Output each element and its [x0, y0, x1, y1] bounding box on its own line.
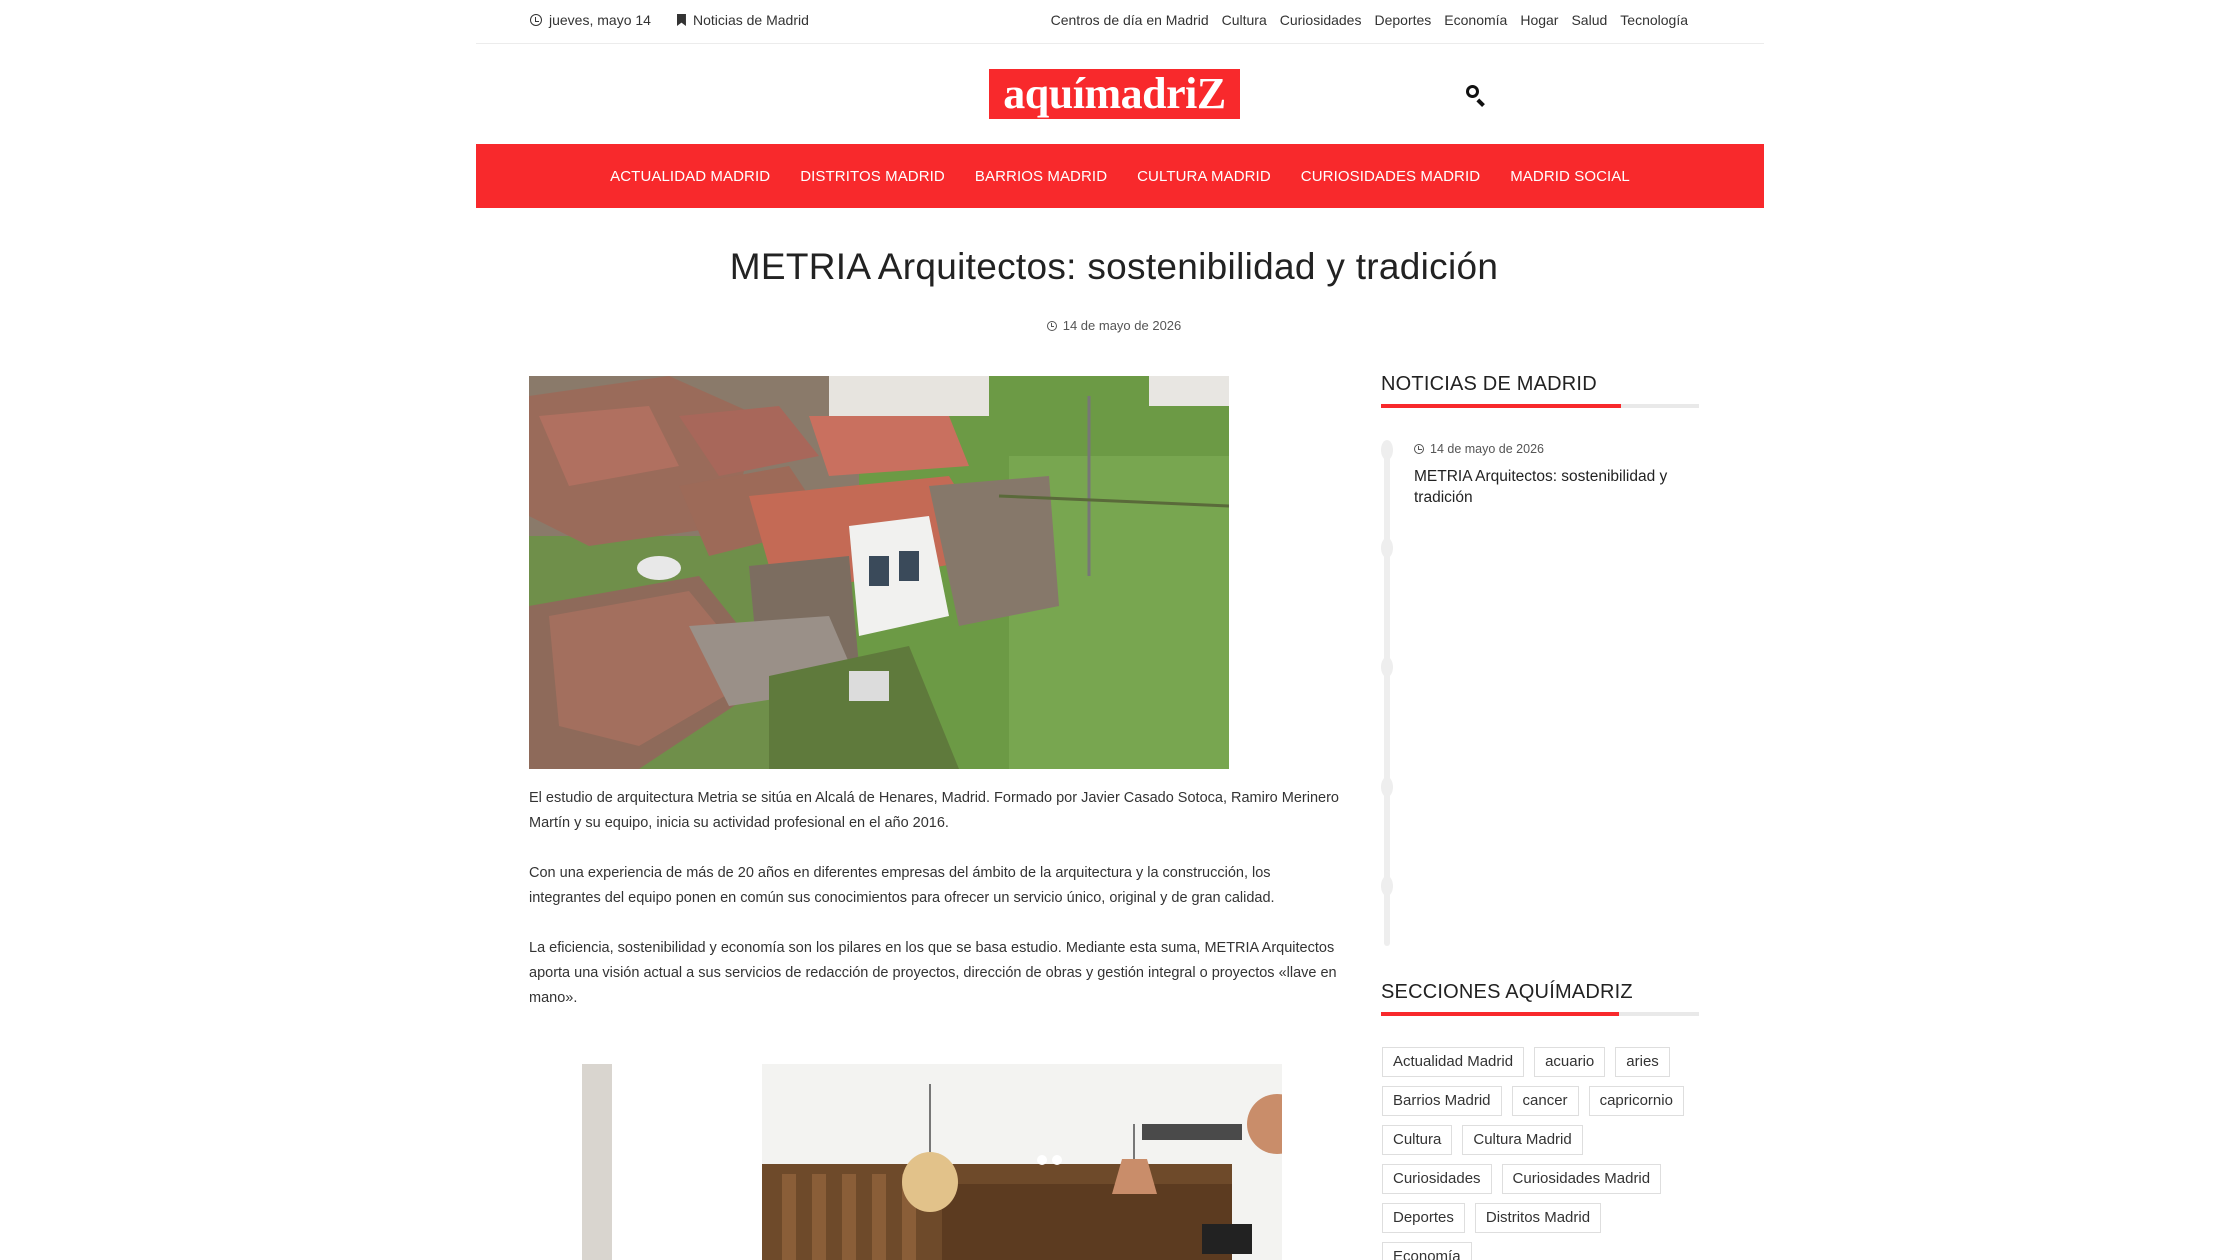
timeline-dot: [1381, 876, 1393, 896]
timeline-news-item[interactable]: [1414, 442, 1694, 508]
tag-capricornio[interactable]: capricornio: [1589, 1086, 1684, 1116]
tag-aries[interactable]: aries: [1615, 1047, 1670, 1077]
nav-actualidad-madrid[interactable]: ACTUALIDAD MADRID: [610, 167, 771, 185]
sidebar-sections-heading: SECCIONES AQUÍMADRIZ: [1381, 981, 1633, 1003]
timeline-dot: [1381, 440, 1393, 460]
tag-cultura[interactable]: Cultura: [1382, 1125, 1452, 1155]
search-icon: [1466, 85, 1479, 98]
nav-distritos-madrid[interactable]: DISTRITOS MADRID: [800, 167, 945, 185]
heading-accent: [1381, 1012, 1619, 1016]
current-date: [530, 12, 651, 28]
article-date: [0, 318, 2228, 333]
timeline-dot: [1381, 777, 1393, 797]
news-item-date: [1414, 442, 1694, 456]
site-logo[interactable]: aquímadriZ: [989, 69, 1240, 119]
tag-acuario[interactable]: acuario: [1534, 1047, 1605, 1077]
article-paragraph: La eficiencia, sostenibilidad y economía son los pilares en los que se basa estudio. Mediante esta suma, METRIA Arquitectos aporta una visión actual a sus servicios de redacción de proyectos, dirección de obras y gestión integral o proyectos «llave en mano».: [529, 940, 1337, 1006]
top-link-tecnologia[interactable]: Tecnología: [1620, 12, 1688, 28]
clock-icon: [1414, 444, 1424, 454]
top-link-economia[interactable]: Economía: [1444, 12, 1508, 28]
timeline-track: [1384, 446, 1390, 946]
timeline-dot: [1381, 538, 1393, 558]
tag-economia[interactable]: Economía: [1382, 1242, 1472, 1260]
top-link-deportes[interactable]: Deportes: [1374, 12, 1432, 28]
article-title: METRIA Arquitectos: sostenibilidad y tradición: [729, 246, 1499, 287]
tag-curiosidades[interactable]: Curiosidades: [1382, 1164, 1492, 1194]
site-label[interactable]: [677, 12, 809, 28]
clock-icon: [1047, 321, 1057, 331]
bookmark-icon: [677, 14, 686, 26]
tag-actualidad-madrid[interactable]: Actualidad Madrid: [1382, 1047, 1524, 1077]
article-paragraph: Con una experiencia de más de 20 años en diferentes empresas del ámbito de la arquitectura y la construcción, los integrantes del equipo ponen en común sus conocimientos para ofrecer un servicio único, original y de gran calidad.: [529, 865, 1275, 906]
sidebar-news-heading: NOTICIAS DE MADRID: [1381, 373, 1597, 395]
top-bar: [476, 0, 1764, 44]
news-timeline: [1381, 436, 1699, 944]
clock-icon: [530, 14, 542, 26]
news-item-title[interactable]: METRIA Arquitectos: sostenibilidad y tradición: [1414, 468, 1668, 506]
aerial-village-illustration: [529, 376, 1229, 769]
article-date-text: 14 de mayo de 2026: [1062, 318, 1182, 333]
top-bar-left: [530, 0, 809, 40]
article-interior-image: [582, 1064, 1282, 1260]
top-link-salud[interactable]: Salud: [1571, 12, 1608, 28]
top-link-centros[interactable]: Centros de día en Madrid: [1050, 12, 1209, 28]
tag-cancer[interactable]: cancer: [1512, 1086, 1579, 1116]
article-main-image: [529, 376, 1229, 769]
tag-curiosidades-madrid[interactable]: Curiosidades Madrid: [1502, 1164, 1662, 1194]
current-date-text: jueves, mayo 14: [549, 12, 651, 28]
tag-deportes[interactable]: Deportes: [1382, 1203, 1465, 1233]
nav-curiosidades-madrid[interactable]: CURIOSIDADES MADRID: [1300, 167, 1481, 185]
nav-barrios-madrid[interactable]: BARRIOS MADRID: [974, 167, 1108, 185]
top-link-cultura[interactable]: Cultura: [1221, 12, 1267, 28]
section-tags: [1382, 1047, 1700, 1260]
timeline-dot: [1381, 657, 1393, 677]
site-label-text: Noticias de Madrid: [692, 12, 809, 28]
sidebar-sections-underline: [1381, 1012, 1699, 1016]
tag-barrios-madrid[interactable]: Barrios Madrid: [1382, 1086, 1502, 1116]
article-paragraph: El estudio de arquitectura Metria se sitúa en Alcalá de Henares, Madrid. Formado por Javier Casado Sotoca, Ramiro Merinero Martín y su equipo, inicia su actividad profesional en el año 2016.: [529, 790, 1339, 831]
heading-accent: [1381, 404, 1621, 408]
sidebar-news-underline: [1381, 404, 1699, 408]
nav-madrid-social[interactable]: MADRID SOCIAL: [1510, 167, 1630, 185]
main-nav: [476, 144, 1764, 208]
top-link-hogar[interactable]: Hogar: [1520, 12, 1559, 28]
news-item-date-text: 14 de mayo de 2026: [1430, 442, 1544, 456]
tag-cultura-madrid[interactable]: Cultura Madrid: [1462, 1125, 1582, 1155]
top-menu: [1051, 0, 1688, 40]
nav-cultura-madrid[interactable]: CULTURA MADRID: [1137, 167, 1271, 185]
search-button[interactable]: [1463, 82, 1487, 106]
top-link-curiosidades[interactable]: Curiosidades: [1279, 12, 1362, 28]
interior-illustration: [582, 1064, 1282, 1260]
article-body: [529, 786, 1339, 1036]
tag-distritos-madrid[interactable]: Distritos Madrid: [1475, 1203, 1601, 1233]
